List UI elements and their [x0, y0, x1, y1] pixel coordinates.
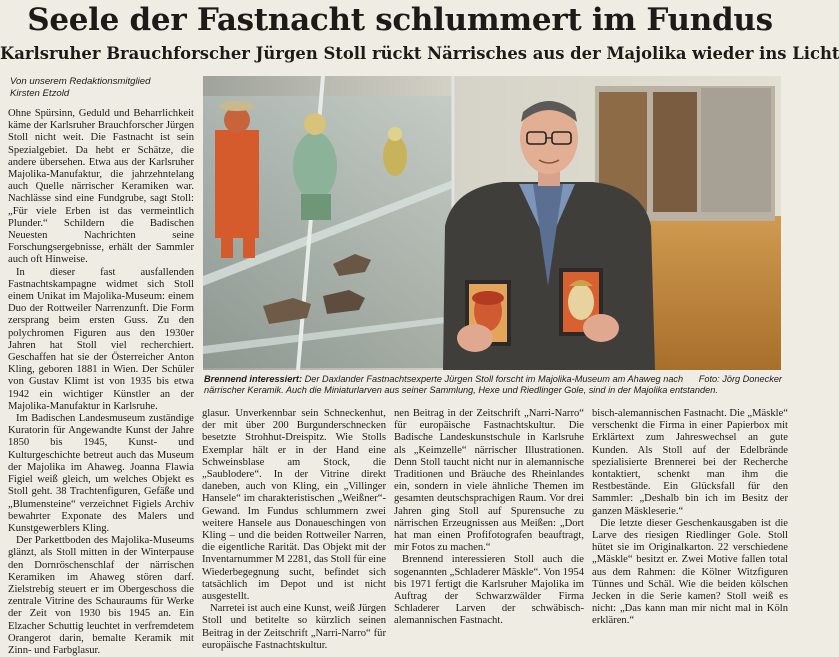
paragraph: Brennend interessieren Stoll auch die sogenannten „Schladerer Mäskle“. Von 1954 bis 1971 fertigt die Karlsruher Majolika im Auftrag der Schwarzwälder Firma Schladerer Larven der schwäbisch-alemannischen Fastnacht.: [394, 554, 584, 627]
byline-line-1: Von unserem Redaktionsmitglied: [10, 76, 151, 87]
paragraph: In dieser fast ausfallenden Fastnachtskampagne widmet sich Stoll einem Unikat im Majolika-Museum: einem Duo der Rottweiler Narrenzunft. Die Form zersprang beim ersten Guss. Zu den polychromen Figuren aus den 1930er Jahren hat Stoll viel recherchiert. Geschaffen hat sie der Österreicher Anton Kling, geboren 1881 in Wien. Der Schüler von Gustav Klimt ist von 1935 bis etwa 1942 ein wichtiger Künstler an der Majolika-Manufaktur in Karlsruhe.: [8, 266, 194, 412]
paragraph: glasur. Unverkennbar sein Schneckenhut, der mit über 200 Burgunderschnecken besetzte Strohhut-Dreispitz. Wie Stolls Exemplar hält er in der Hand eine Schweinsblase am Stock, die „Saublodere“. In der Vitrine direkt daneben, auch von Kling, ein „Villinger Hansele“ im charakteristischen „Weißner“-Gewand. Im Fundus schlummern zwei weitere Hansele aus Donaueschingen von Kling – und die beiden Rottweiler Narren, die eigentliche Rarität. Das Objekt mit der Inventarnummer M 2281, das Stoll für eine Wiederbegegnung sucht, befindet sich tatsächlich im Depot und ist nicht ausgestellt.: [202, 408, 386, 603]
article-column-1: [8, 108, 194, 656]
article-column-2: [202, 408, 386, 651]
caption-lead: Brennend interessiert:: [204, 374, 303, 384]
paragraph: Der Parkettboden des Majolika-Museums glänzt, als Stoll mitten in der Winterpause den Dornröschenschlaf der närrischen Keramiken im Ahaweg stören darf. Zielstrebig steuert er im Obergeschoss die zentrale Vitrine des Schauraums für Werke der Zeit von 1930 bis 1945 an. Ein Elzacher Schuttig leuchtet in verfremdetem Orangerot darin, bemalte Keramik mit Zinn- und Farbglasur.: [8, 535, 194, 656]
byline-author: Kirsten Etzold: [10, 88, 70, 99]
paragraph: Im Badischen Landesmuseum zuständige Kuratorin für Angewandte Kunst der Jahre 1850 bis 1945, Kunst- und Kulturgeschichte betreut auch das Museum der Majolika im Ahaweg. Joanna Flawia Figiel weiß gleich, um welches Objekt es Stoll geht. 38 Trachtenfiguren, Gefäße und „Blumensteine“ verzeichnet Figiels Archiv bewahrter Exponate des Malers und Kunstgewerblers Kling.: [8, 413, 194, 534]
paragraph: bisch-alemannischen Fastnacht. Die „Mäskle“ verschenkt die Firma in einer Papierbox mit Erklärtext zum Jahreswechsel an gute Kunden. Als Stoll auf der Edelbrände spezialisierte Brennerei bei der Recherche kontaktiert, schenkt man ihm die Restbestände. Ein Glücksfall für den Sammler: „Deshalb bin ich im Besitz der ganzen Mäskleserie.“: [592, 408, 788, 517]
caption-text: Der Daxlander Fastnachtsexperte Jürgen Stoll forscht im Majolika-Museum am Ahaweg nach närrischer Keramik. Auch die Miniaturlarven aus seiner Sammlung, Hexe und Riedlinger Gole, sind in der Majolika entstanden.: [204, 374, 718, 396]
caption-credit: Foto: Jörg Donecker: [698, 374, 782, 384]
article-column-3: [394, 408, 584, 627]
museum-photo: [203, 76, 781, 370]
paragraph: Die letzte dieser Geschenkausgaben ist die Larve des riesigen Riedlinger Gole. Stoll hütet sie im Originalkarton. 22 verschiedene „Mäskle“ besitzt er. Zwei Motive fallen total aus dem Rahmen: die Kölner Witzfiguren Tünnes und Schäl. Wie die beiden kölschen Jecken in die Serie kamen? Stoll weiß es nicht: „Das kann man mir nicht mal in Köln erklären.“: [592, 517, 788, 627]
paragraph: nen Beitrag in der Zeitschrift „Narri-Narro“ für europäische Fastnachtskultur. Die Badische Landeskunstschule in Karlsruhe als „Keimzelle“ närrischer Illustrationen. Denn Stoll taucht nicht nur in alemannische Traditionen und Bräuche des Rheinlandes ein, sondern in viele ähnliche Themen im gesamten deutschsprachigen Raum. Vor drei Jahren ging Stoll auf Spurensuche zu närrischen Erzeugnissen aus Meißen: „Dort hat man einen Profifotografen beauftragt, mir Fotos zu machen.“: [394, 408, 584, 554]
subheadline: Karlsruher Brauchforscher Jürgen Stoll rückt Närrisches aus der Majolika wieder ins Licht: [0, 44, 839, 63]
paragraph: Ohne Spürsinn, Geduld und Beharrlichkeit käme der Karlsruher Brauchforscher Jürgen Stoll nicht weit. Die Fastnacht ist sein Spezialgebiet. Da hebt er Schätze, die andere übersehen. Etwa aus der Karlsruher Majolika-Manufaktur, die jahrzehntelang auch Quelle närrischer Keramiken war. Nachlässe sind eine Fundgrube, sagt Stoll: „Für viele Erben ist das vermeintlich Plunder.“ Schildern die Badischen Neuesten Nachrichten seine Forschungsergebnisse, erhält der Sammler auch oft Hinweise.: [8, 108, 194, 266]
byline: [10, 76, 200, 100]
news-photo: [203, 76, 781, 370]
headline: Seele der Fastnacht schlummert im Fundus: [27, 2, 773, 38]
paragraph: Narretei ist auch eine Kunst, weiß Jürgen Stoll und betitelte so kürzlich seinen Beitrag in der Zeitschrift „Narri-Narro“ für europäische Fastnachtskultur.: [202, 603, 386, 651]
article-column-4: [592, 408, 788, 627]
photo-caption: [204, 374, 782, 397]
